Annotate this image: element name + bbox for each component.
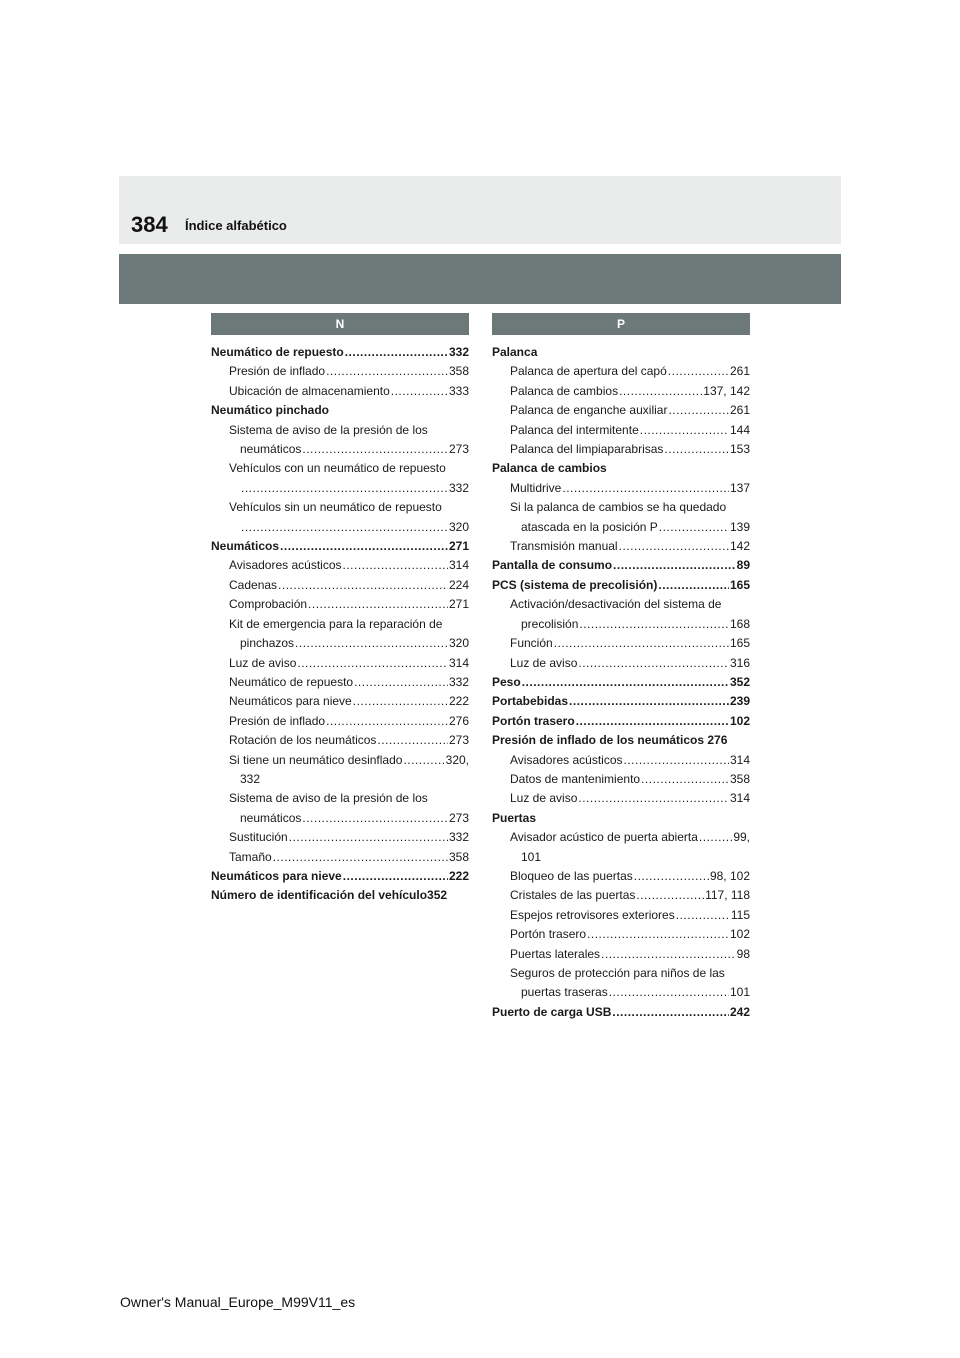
entry-text: Sistema de aviso de la presión de los: [229, 422, 428, 437]
entry-page: 153: [729, 442, 750, 457]
index-entry: [492, 751, 750, 770]
entry-text: Palanca de cambios: [492, 461, 607, 476]
dot-leader: [377, 731, 448, 750]
index-entry: [211, 615, 469, 634]
dot-leader: [668, 401, 729, 420]
dot-leader: [308, 595, 448, 614]
index-entry: [211, 595, 469, 614]
dot-leader: [659, 518, 729, 537]
index-entry: [492, 886, 750, 905]
index-entry: [492, 983, 750, 1002]
dot-leader: [613, 556, 736, 575]
dot-leader: [295, 634, 448, 653]
entry-text: Palanca de enganche auxiliar: [510, 403, 668, 418]
index-entry: [492, 382, 750, 401]
entry-text: Neumático pinchado: [211, 403, 330, 418]
dot-leader: [343, 867, 448, 886]
index-column-n: [211, 313, 469, 906]
entry-text: Tamaño: [229, 849, 272, 864]
dot-leader: [578, 789, 729, 808]
index-entry: [211, 692, 469, 711]
entry-text: Si tiene un neumático desinflado: [229, 752, 403, 767]
index-entry: [492, 459, 750, 478]
entry-page: 142: [729, 539, 750, 554]
index-entry: [492, 421, 750, 440]
dot-leader: [522, 673, 729, 692]
index-entry: [492, 1003, 750, 1022]
entry-page: 139: [729, 519, 750, 534]
entry-text: Neumáticos: [211, 539, 280, 554]
letter-header: N: [211, 313, 469, 335]
index-entry: [492, 576, 750, 595]
index-entry: [492, 498, 750, 517]
index-entry: [211, 498, 469, 517]
entry-page: 316: [729, 655, 750, 670]
dot-leader: [619, 382, 702, 401]
index-entry: [492, 673, 750, 692]
entry-text: 332: [240, 771, 261, 786]
entry-text: Rotación de los neumáticos: [229, 733, 377, 748]
entry-page: 98: [736, 946, 750, 961]
dot-leader: [601, 945, 736, 964]
entry-text: Portón trasero: [492, 713, 575, 728]
entry-page: 102: [729, 713, 750, 728]
entry-text: Neumáticos para nieve: [229, 694, 352, 709]
index-entry: [211, 634, 469, 653]
dot-leader: [278, 576, 448, 595]
entry-text: Ubicación de almacenamiento: [229, 383, 390, 398]
decorative-band: [119, 254, 841, 304]
entry-text: atascada en la posición P: [521, 519, 658, 534]
entry-page: 271: [448, 539, 469, 554]
entry-page: 314: [729, 791, 750, 806]
entry-page: 99,: [733, 830, 750, 845]
dot-leader: [403, 751, 444, 770]
dot-leader: [280, 537, 448, 556]
index-entries: [492, 343, 750, 1022]
entry-page: 222: [448, 868, 469, 883]
entry-text: Puertas: [492, 810, 537, 825]
entry-text: Presión de inflado de los neumáticos 276: [492, 733, 728, 748]
entry-page: 165: [729, 636, 750, 651]
entry-text: Portón trasero: [510, 927, 587, 942]
index-entry: [492, 731, 750, 750]
index-entry: [211, 479, 469, 498]
index-entry: [211, 421, 469, 440]
entry-page: 273: [448, 810, 469, 825]
page-number: 384: [131, 212, 168, 237]
index-entry: [492, 964, 750, 983]
index-entry: [492, 945, 750, 964]
index-entry: [211, 382, 469, 401]
entry-text: Comprobación: [229, 597, 308, 612]
entry-page: 273: [448, 733, 469, 748]
entry-text: Vehículos sin un neumático de repuesto: [229, 500, 442, 515]
entry-text: Activación/desactivación del sistema de: [510, 597, 722, 612]
index-entry: [492, 343, 750, 362]
dot-leader: [289, 828, 448, 847]
entry-text: Multidrive: [510, 480, 562, 495]
dot-leader: [391, 382, 448, 401]
entry-page: 98, 102: [709, 868, 750, 883]
index-entry: [211, 673, 469, 692]
index-entry: [211, 459, 469, 478]
entry-text: Datos de mantenimiento: [510, 771, 641, 786]
entry-text: Neumáticos para nieve: [211, 868, 342, 883]
entry-page: 261: [729, 364, 750, 379]
entry-page: 165: [729, 577, 750, 592]
dot-leader: [554, 634, 729, 653]
entry-text: PCS (sistema de precolisión): [492, 577, 658, 592]
entry-page: 261: [729, 403, 750, 418]
index-entry: [211, 712, 469, 731]
dot-leader: [343, 556, 448, 575]
dot-leader: [619, 537, 729, 556]
index-entry: [211, 731, 469, 750]
dot-leader: [354, 673, 448, 692]
dot-leader: [668, 362, 729, 381]
entry-text: Peso: [492, 674, 521, 689]
entry-text: Transmisión manual: [510, 539, 618, 554]
index-entry: [492, 712, 750, 731]
entry-page: 224: [448, 577, 469, 592]
entry-text: Puerto de carga USB: [492, 1004, 612, 1019]
index-entry: [492, 828, 750, 847]
index-entry: [492, 615, 750, 634]
entry-text: Avisadores acústicos: [510, 752, 623, 767]
dot-leader: [353, 692, 448, 711]
dot-leader: [576, 712, 729, 731]
entry-text: precolisión: [521, 616, 579, 631]
entry-page: 117, 118: [705, 888, 750, 903]
entry-page: 333: [448, 383, 469, 398]
dot-leader: [302, 440, 448, 459]
entry-text: Sistema de aviso de la presión de los: [229, 791, 428, 806]
dot-leader: [578, 654, 729, 673]
entry-text: Pantalla de consumo: [492, 558, 613, 573]
entry-text: Kit de emergencia para la reparación de: [229, 616, 443, 631]
dot-leader: [636, 886, 704, 905]
entry-page: 332: [448, 674, 469, 689]
entry-text: neumáticos: [240, 810, 302, 825]
entry-page: 352: [729, 674, 750, 689]
entry-text: Número de identificación del vehículo352: [211, 888, 448, 903]
entry-page: 320: [448, 519, 469, 534]
dot-leader: [273, 848, 448, 867]
dot-leader: [569, 692, 729, 711]
dot-leader: [326, 712, 448, 731]
index-entry: [211, 440, 469, 459]
index-entry: [492, 848, 750, 867]
entry-text: Palanca de cambios: [510, 383, 619, 398]
section-title: Índice alfabético: [185, 218, 287, 233]
index-entry: [492, 692, 750, 711]
entry-text: Función: [510, 636, 553, 651]
dot-leader: [326, 362, 448, 381]
dot-leader: [640, 421, 729, 440]
entry-text: neumáticos: [240, 442, 302, 457]
index-entry: [211, 343, 469, 362]
entry-page: 332: [448, 480, 469, 495]
index-entry: [492, 362, 750, 381]
index-entry: [211, 751, 469, 770]
dot-leader: [345, 343, 448, 362]
index-entry: [211, 556, 469, 575]
entry-text: Luz de aviso: [510, 791, 578, 806]
entry-text: Neumático de repuesto: [211, 345, 344, 359]
entry-page: 332: [448, 345, 469, 359]
entry-page: 144: [729, 422, 750, 437]
entry-page: 137: [729, 480, 750, 495]
index-entry: [211, 401, 469, 420]
dot-leader: [241, 518, 448, 537]
entry-page: 358: [448, 849, 469, 864]
dot-leader: [612, 1003, 729, 1022]
entry-text: Palanca del limpiaparabrisas: [510, 442, 664, 457]
entry-page: 314: [729, 752, 750, 767]
entry-page: 276: [448, 713, 469, 728]
entry-page: 89: [736, 558, 750, 573]
index-entry: [492, 770, 750, 789]
dot-leader: [297, 654, 448, 673]
entry-page: 115: [730, 907, 750, 922]
entry-page: 358: [448, 364, 469, 379]
entry-text: Luz de aviso: [229, 655, 297, 670]
index-entry: [492, 401, 750, 420]
entry-page: 101: [729, 985, 750, 1000]
dot-leader: [634, 867, 709, 886]
dot-leader: [676, 906, 730, 925]
entry-page: 239: [729, 694, 750, 709]
entry-text: Portabebidas: [492, 694, 569, 709]
entry-text: Neumático de repuesto: [229, 674, 354, 689]
index-entry: [211, 828, 469, 847]
index-entry: [211, 789, 469, 808]
entry-page: 271: [448, 597, 469, 612]
entry-text: Seguros de protección para niños de las: [510, 966, 725, 980]
index-entry: [492, 925, 750, 944]
entry-text: Puertas laterales: [510, 946, 601, 961]
entry-text: Espejos retrovisores exteriores: [510, 907, 675, 922]
dot-leader: [241, 479, 448, 498]
dot-leader: [624, 751, 729, 770]
entry-page: 358: [729, 771, 750, 786]
index-entry: [211, 809, 469, 828]
footer-text: Owner's Manual_Europe_M99V11_es: [120, 1294, 356, 1310]
entry-page: 137, 142: [703, 383, 750, 398]
dot-leader: [302, 809, 448, 828]
entry-page: 320,: [445, 752, 469, 767]
index-entry: [211, 654, 469, 673]
entry-text: Avisador acústico de puerta abierta: [510, 830, 698, 845]
index-entry: [492, 809, 750, 828]
entry-page: 332: [448, 830, 469, 845]
entry-page: 320: [448, 636, 469, 651]
index-entry: [211, 848, 469, 867]
dot-leader: [609, 983, 729, 1002]
entry-text: Palanca de apertura del capó: [510, 364, 667, 379]
entry-page: 314: [448, 655, 469, 670]
dot-leader: [658, 576, 729, 595]
dot-leader: [562, 479, 729, 498]
entry-text: Cristales de las puertas: [510, 888, 636, 903]
entry-text: Bloqueo de las puertas: [510, 868, 633, 883]
entry-text: Avisadores acústicos: [229, 558, 342, 573]
index-column-p: [492, 313, 750, 1022]
entry-text: Luz de aviso: [510, 655, 578, 670]
entry-text: puertas traseras: [521, 985, 608, 1000]
index-entry: [492, 867, 750, 886]
index-entry: [211, 576, 469, 595]
entry-page: 102: [729, 927, 750, 942]
entry-page: 168: [729, 616, 750, 631]
index-entries: [211, 343, 469, 906]
index-entry: [492, 440, 750, 459]
entry-page: 222: [448, 694, 469, 709]
entry-text: Presión de inflado: [229, 713, 326, 728]
entry-text: Sustitución: [229, 830, 288, 845]
index-entry: [211, 518, 469, 537]
index-entry: [492, 595, 750, 614]
entry-text: pinchazos: [240, 636, 295, 651]
entry-page: 314: [448, 558, 469, 573]
dot-leader: [664, 440, 729, 459]
entry-text: Vehículos con un neumático de repuesto: [229, 461, 446, 476]
dot-leader: [641, 770, 729, 789]
letter-header: P: [492, 313, 750, 335]
index-entry: [492, 654, 750, 673]
index-entry: [211, 362, 469, 381]
entry-page: 273: [448, 442, 469, 457]
entry-text: Cadenas: [229, 577, 278, 592]
index-entry: [492, 556, 750, 575]
index-entry: [211, 537, 469, 556]
entry-text: Palanca: [492, 345, 538, 359]
index-entry: [492, 518, 750, 537]
entry-text: Presión de inflado: [229, 364, 326, 379]
entry-text: 101: [521, 849, 542, 864]
dot-leader: [587, 925, 729, 944]
entry-text: Si la palanca de cambios se ha quedado: [510, 500, 727, 515]
index-entry: [211, 867, 469, 886]
dot-leader: [699, 828, 732, 847]
dot-leader: [579, 615, 729, 634]
index-entry: [492, 537, 750, 556]
index-entry: [492, 906, 750, 925]
index-entry: [492, 479, 750, 498]
entry-text: Palanca del intermitente: [510, 422, 639, 437]
entry-page: 242: [729, 1004, 750, 1019]
index-entry: [492, 634, 750, 653]
index-entry: [492, 789, 750, 808]
index-entry: [211, 886, 469, 905]
index-entry: [211, 770, 469, 789]
